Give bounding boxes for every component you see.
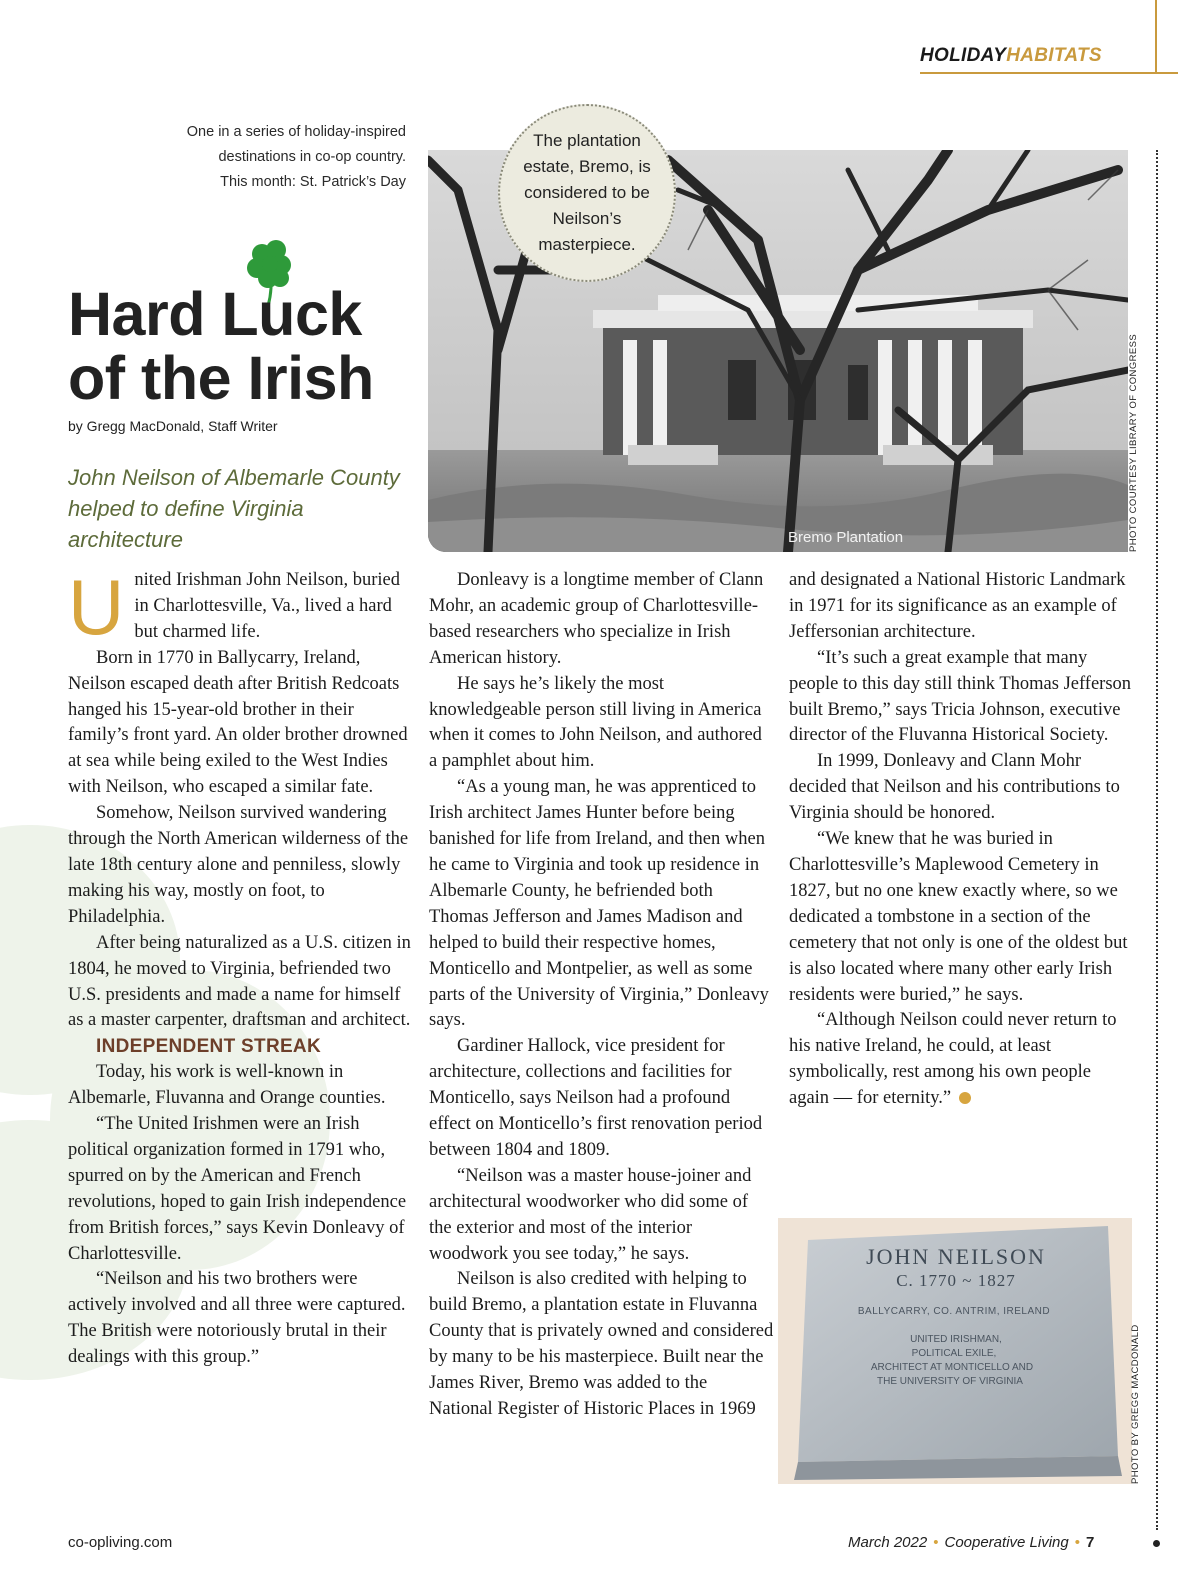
article-column-2 [429, 568, 774, 1423]
stone-dates: C. 1770 ~ 1827 [896, 1271, 1016, 1290]
paragraph: “Neilson was a master house-joiner and architectural woodworker who did some of the exterior and most of the interior woodwork you see today,” he says. [429, 1165, 752, 1264]
paragraph: “Although Neilson could never return to his native Ireland, he could, at least symbolically, rest among his own people again — for eternity.” [789, 1010, 1117, 1109]
title-line-1: Hard Luck [68, 280, 362, 348]
photo-credit: PHOTO BY GREGG MACDONALD [1130, 1324, 1141, 1484]
footer-publication: Cooperative Living [944, 1534, 1069, 1551]
paragraph: and designated a National Historic Landmark in 1971 for its significance as an example of Jeffersonian architecture. [789, 570, 1126, 642]
pull-quote-text: The plantation estate, Bremo, is considered to be Neilson’s masterpiece. [523, 131, 651, 254]
header-rule-vertical [1155, 0, 1157, 74]
stone-inscription: POLITICAL EXILE, [911, 1348, 997, 1359]
paragraph: Today, his work is well-known in Albemarle, Fluvanna and Orange counties. [68, 1062, 386, 1109]
stone-name: JOHN NEILSON [866, 1244, 1046, 1269]
stone-birthplace: BALLYCARRY, CO. ANTRIM, IRELAND [857, 1306, 1051, 1317]
section-tag-primary: HOLIDAY [920, 45, 1007, 66]
paragraph: He says he’s likely the most knowledgeable person still living in America when it comes to John Neilson, and authored a pamphlet about him. [429, 673, 762, 772]
bullet-separator: • [1074, 1534, 1080, 1551]
tombstone-photo [778, 1218, 1132, 1484]
byline: by Gregg MacDonald, Staff Writer [68, 418, 278, 434]
section-tag [920, 45, 1130, 75]
end-mark-icon [959, 1092, 971, 1104]
pull-quote-bubble [498, 104, 676, 282]
footer-folio [848, 1534, 1094, 1551]
paragraph: In 1999, Donleavy and Clann Mohr decided that Neilson and his contributions to Virginia should be honored. [789, 751, 1120, 824]
margin-rule-end-dot [1153, 1540, 1160, 1547]
paragraph: nited Irishman John Neilson, buried in Charlottesville, Va., lived a hard but charmed life. [134, 570, 400, 642]
series-intro [140, 120, 406, 195]
paragraph: “It’s such a great example that many people to this day still think Thomas Jefferson built Bremo,” says Tricia Johnson, executive director of the Fluvanna Historical Society. [789, 647, 1132, 746]
title-line-2: of the Irish [68, 344, 374, 412]
section-tag-secondary: HABITATS [1006, 45, 1102, 66]
paragraph: “We knew that he was buried in Charlottesville’s Maplewood Cemetery in 1827, but no one knew exactly where, so we dedicated a tombstone in a section of the cemetery that not only is one of the oldest but is also located where many other early Irish residents were buried,” he says. [789, 829, 1128, 1005]
intro-line: This month: St. Patrick’s Day [220, 174, 406, 190]
paragraph: Gardiner Hallock, vice president for architecture, collections and facilities for Monticello, says Neilson had a profound effect on Monticello’s first renovation period between 1804 and 1809. [429, 1036, 763, 1160]
photo-caption: Bremo Plantation [788, 529, 904, 546]
paragraph: Neilson is also credited with helping to build Bremo, a plantation estate in Fluvanna County that is privately owned and considered by many to be his masterpiece. Built near the James River, Bremo was added to the National Register of Historic Places in 1969 [429, 1269, 774, 1419]
stone-inscription: ARCHITECT AT MONTICELLO AND [870, 1362, 1034, 1373]
bullet-separator: • [933, 1534, 939, 1551]
intro-line: destinations in co-op country. [218, 149, 406, 165]
paragraph: Somehow, Neilson survived wandering through the North American wilderness of the late 18th century alone and penniless, slowly making his way, mostly on foot, to Philadelphia. [68, 803, 409, 927]
page-number: 7 [1086, 1534, 1095, 1551]
article-column-3 [789, 568, 1134, 1112]
stone-inscription: UNITED IRISHMAN, [910, 1334, 1002, 1345]
paragraph: After being naturalized as a U.S. citizen in 1804, he moved to Virginia, befriended two U.S. presidents and made a name for himself as a master carpenter, draftsman and architect. [68, 932, 411, 1031]
article-column-1 [68, 563, 413, 1371]
margin-dotted-rule [1156, 150, 1158, 1530]
paragraph: Born in 1770 in Ballycarry, Ireland, Neilson escaped death after British Redcoats hanged his 15-year-old brother in their family’s front yard. An older brother drowned at sea while being exiled to the West Indies with Neilson, who escaped a similar fate. [68, 647, 408, 798]
stone-inscription: THE UNIVERSITY OF VIRGINIA [877, 1376, 1023, 1387]
paragraph: “The United Irishmen were an Irish political organization formed in 1791 who, spurred on by the American and French revolutions, hoped to gain Irish independence from British forces,” says Kevin Donleavy of Charlottesville. [68, 1114, 407, 1264]
paragraph: Donleavy is a longtime member of Clann Mohr, an academic group of Charlottesville-based researchers who specialize in Irish American history. [429, 570, 764, 668]
footer-date: March 2022 [848, 1534, 928, 1551]
paragraph: “Neilson and his two brothers were actively involved and all three were captured. The British were notoriously brutal in their dealings with this group.” [68, 1269, 406, 1368]
photo-credit: PHOTO COURTESY LIBRARY OF CONGRESS [1128, 333, 1139, 552]
article-deck: John Neilson of Albemarle County helped to define Virginia architecture [68, 465, 400, 552]
intro-line: One in a series of holiday-inspired [186, 124, 406, 140]
subhead: INDEPENDENT STREAK [96, 1036, 321, 1058]
footer-site: co-opliving.com [68, 1534, 173, 1551]
header-rule-horizontal [920, 72, 1178, 74]
article-title [68, 282, 428, 410]
drop-cap: U [68, 563, 125, 651]
paragraph: “As a young man, he was apprenticed to Irish architect James Hunter before being banished for life from Ireland, and then when he came to Virginia and took up residence in Albemarle County, he befriended both Thomas Jefferson and James Madison and helped to build their respective homes, Monticello and Montpelier, as well as some parts of the University of Virginia,” Donleavy says. [429, 777, 769, 1031]
tombstone-illustration [778, 1218, 1132, 1484]
